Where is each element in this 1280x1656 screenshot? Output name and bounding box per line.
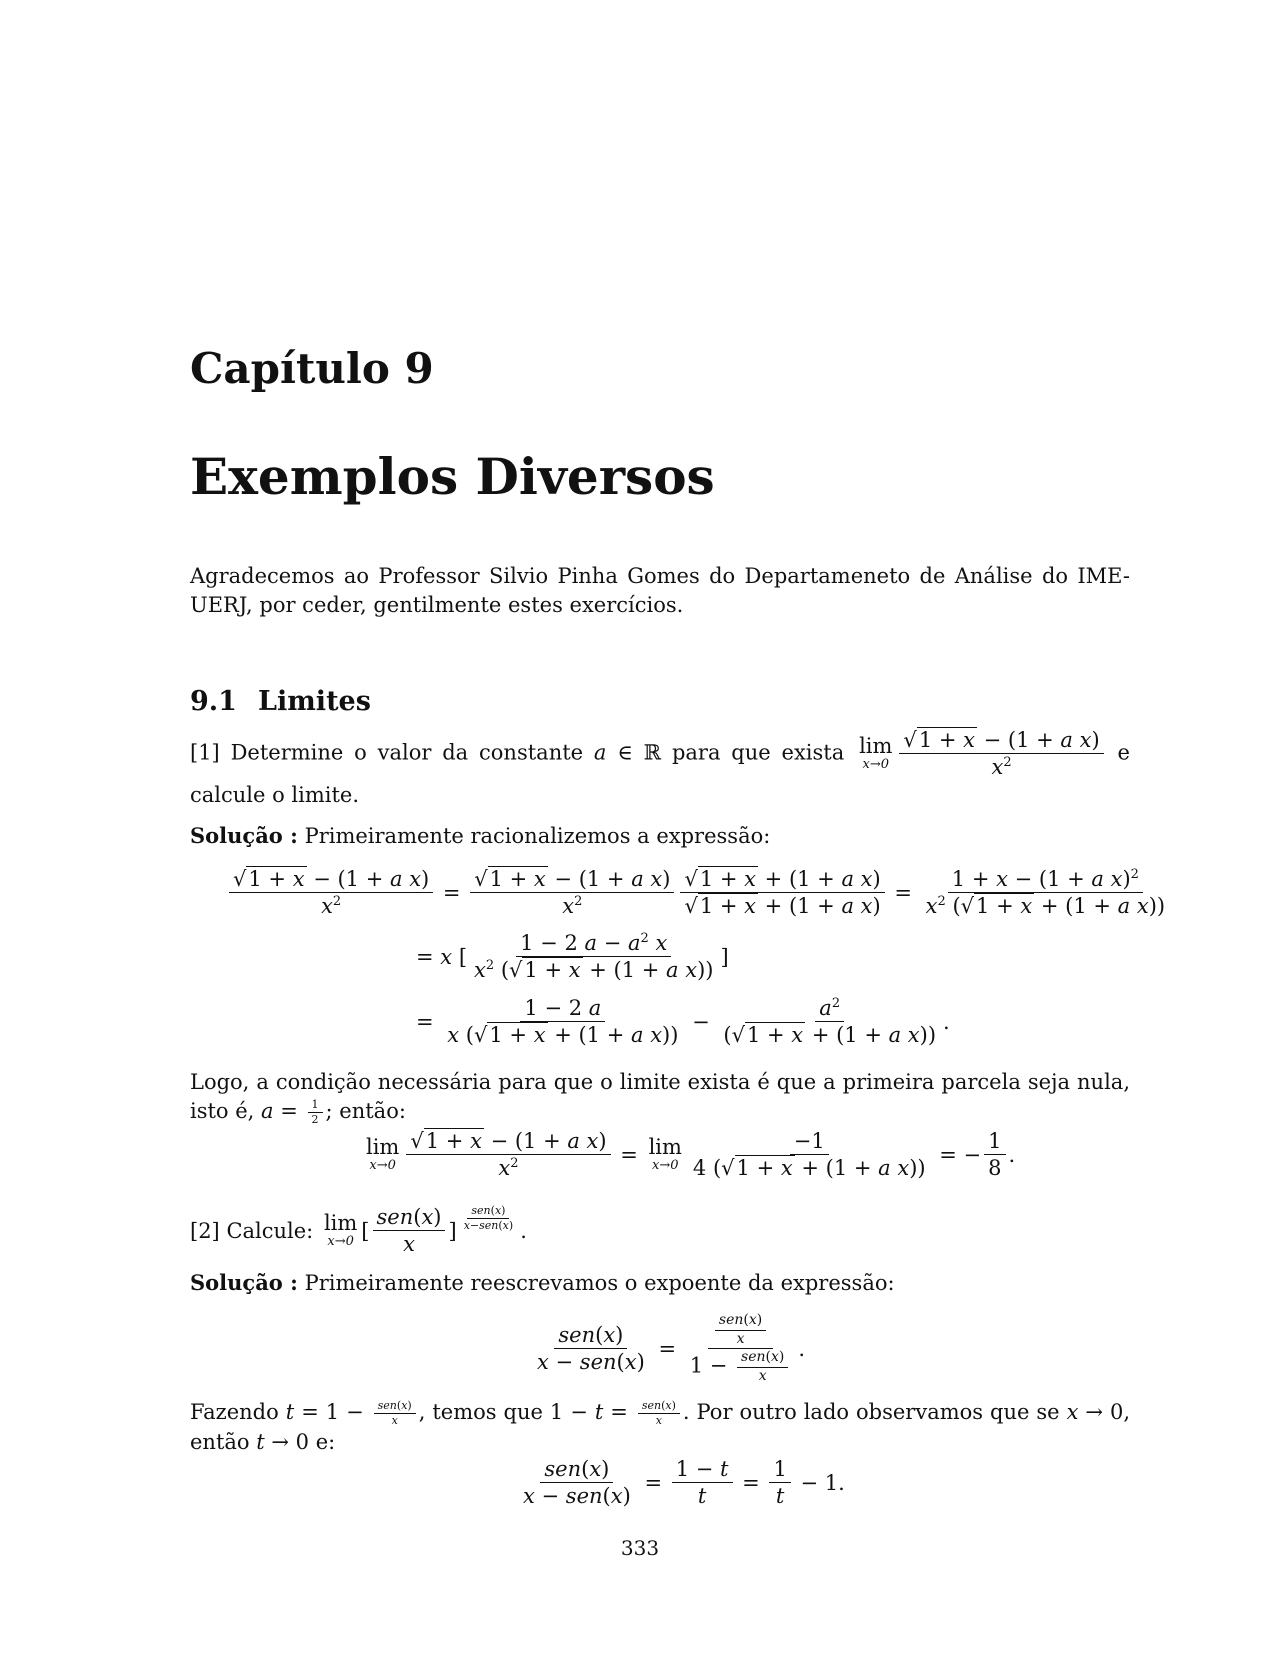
problem-1-tag: [1] <box>190 740 220 765</box>
then-tail: e: <box>315 1429 336 1454</box>
derivation-line-1: $\frac{\text{√1 + x − (1 + a x)}}{x^2}$ = $\frac{\text{√1 + x − (1 + a x)}}{x^2}$ $\frac{\text{√1 + x + (1 + a x)}}{\text{√1 + x + (1 + a x)}}$ = $\frac{1 + x - (1 + a x)^2}{x^2 (√1 + x + (1 + a x))}$ <box>226 866 1172 920</box>
substitution-end: . Por outro lado observamos que se <box>682 1400 1060 1424</box>
section-heading <box>190 688 371 715</box>
derivation-line-2: = x [ $\frac{1 - 2 a - a^2 x}{x^2 (√1 + x + (1 + a x))}$ ] <box>416 931 729 983</box>
conclusion-1-text: Logo, a condição necessária para que o limite exista é que a primeira parcela seja nula, isto é, <box>190 1070 1130 1123</box>
limit-fraction: $\frac{\text{√1 + x − (1 + a x)}}{x^2}$ <box>899 727 1103 781</box>
problem-1-statement: [1] Determine o valor da constante a ∈ ℝ para que exista lim x→0 $\frac{\text{√1 + x − (1 + a x)}}{x^2}$ e calcule o limite. <box>190 728 1130 807</box>
substitution-start: Fazendo <box>190 1400 279 1424</box>
problem-2-tag: [2] <box>190 1218 220 1243</box>
section-number: 9.1 <box>190 686 237 717</box>
derivation-line-3: = $\frac{1 - 2 a}{\text{x (√1 + x + (1 + a x))}}$ − $\frac{a^2}{\text{(√1 + x + (1 + a x))}}$ . <box>416 996 950 1048</box>
limit-operator: lim x→0 <box>859 734 893 773</box>
problem-1-text-after: e calcule o limite. <box>190 740 1130 807</box>
conclusion-1: Logo, a condição necessária para que o limite exista é que a primeira parcela seja nula, isto é, a = $\frac{1}{2}$ ; então: <box>190 1070 1130 1126</box>
final-limit-1: lim x→0 $\frac{\text{√1 + x − (1 + a x)}}{x^2}$ = lim x→0 $\frac{-1}{\text{4 (√1 + x + (1 + a x))}}$ = − $\frac{1}{8}$ . <box>366 1129 1016 1181</box>
problem-1-text-before: Determine o valor da constante <box>230 740 584 765</box>
chapter-label: Capítulo 9 <box>190 344 434 393</box>
solution-1-intro <box>190 821 1130 851</box>
solution-2-label: Solução : <box>190 1270 298 1295</box>
solution-1-label: Solução : <box>190 823 298 848</box>
problem-2-text: Calcule: <box>226 1218 314 1243</box>
section-title: Limites <box>258 686 371 717</box>
substitution-mid: , temos que <box>418 1400 543 1424</box>
final-identity-2: $\frac{\text{sen(x)}}{\text{x − sen(x)}}$ = $\frac{1 - t}{t}$ = $\frac{1}{t}$ − 1. <box>523 1457 845 1509</box>
substitution-paragraph: Fazendo t = 1 − $\frac{\text{sen(x)}}{x}$ , temos que 1 − t = $\frac{\text{sen(x)}}{x}$ . Por outro lado observamos que se x → 0, então t → 0 e: <box>190 1399 1130 1454</box>
intro-paragraph: Agradecemos ao Professor Silvio Pinha Gomes do Departameneto de Análise do IME-UERJ, por ceder, gentilmente estes exercícios. <box>190 564 1130 617</box>
solution-2-intro <box>190 1268 1130 1298</box>
problem-2-statement: [2] Calcule: lim x→0 [ $\frac{\text{sen(x)}}{x}$ ] $\frac{\text{sen(x)}}{\text{x−sen(x)}}$ . <box>190 1204 527 1257</box>
exponent-rewrite: $\frac{\text{sen(x)}}{\text{x − sen(x)}}$ = $\frac{\text{sen(x)}}{x}$ 1 − $\frac{\text{sen(x)}}{x}$ . <box>537 1312 806 1384</box>
page-number: 333 <box>620 1536 660 1560</box>
conclusion-1-tail: ; então: <box>325 1099 406 1123</box>
then-text: então <box>190 1429 250 1454</box>
chapter-title: Exemplos Diversos <box>190 447 715 506</box>
solution-1-text: Primeiramente racionalizemos a expressão: <box>304 824 771 848</box>
solution-2-text: Primeiramente reescrevamos o expoente da expressão: <box>304 1271 895 1295</box>
problem-1-text-middle: para que exista <box>671 740 845 765</box>
